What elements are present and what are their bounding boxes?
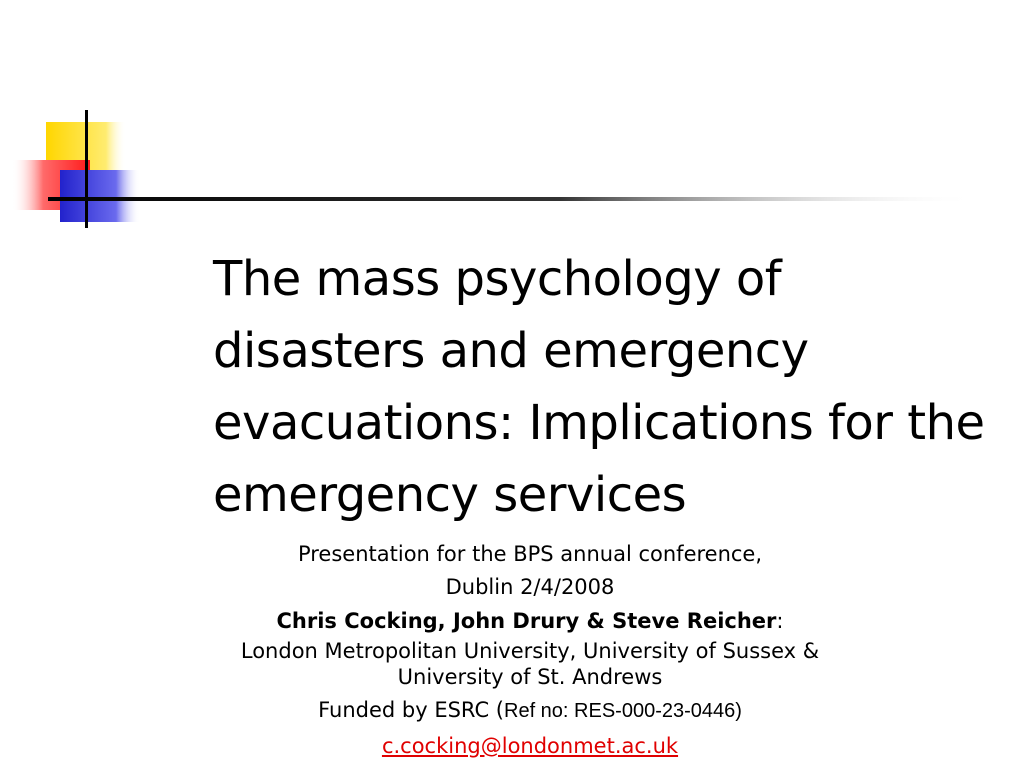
authors-colon: : [776,609,784,633]
funding-reference: Ref no: RES-000-23-0446 [504,700,736,722]
conference-line: Presentation for the BPS annual conference, [297,542,763,566]
blue-square [60,170,140,222]
decorative-squares-graphic [0,0,1024,240]
affiliation-line-2: University of St. Andrews [397,665,663,689]
affiliation-line-1: London Metropolitan University, University of Sussex & [240,639,820,663]
slide-title: The mass psychology of disasters and emergency evacuations: Implications for the emergency services [213,251,985,523]
funded-prefix: Funded by ESRC ( [318,698,504,722]
funded-suffix: ) [735,700,742,722]
email-link[interactable]: c.cocking@londonmet.ac.uk [381,734,679,758]
location-date-line: Dublin 2/4/2008 [445,575,615,599]
horizontal-rule [48,197,978,201]
vertical-rule [85,110,88,228]
funding-line [120,690,940,731]
authors: Chris Cocking, John Drury & Steve Reicher [276,609,777,633]
authors-line [120,604,940,638]
email-line [120,731,940,761]
slide-subtitle [120,538,940,761]
